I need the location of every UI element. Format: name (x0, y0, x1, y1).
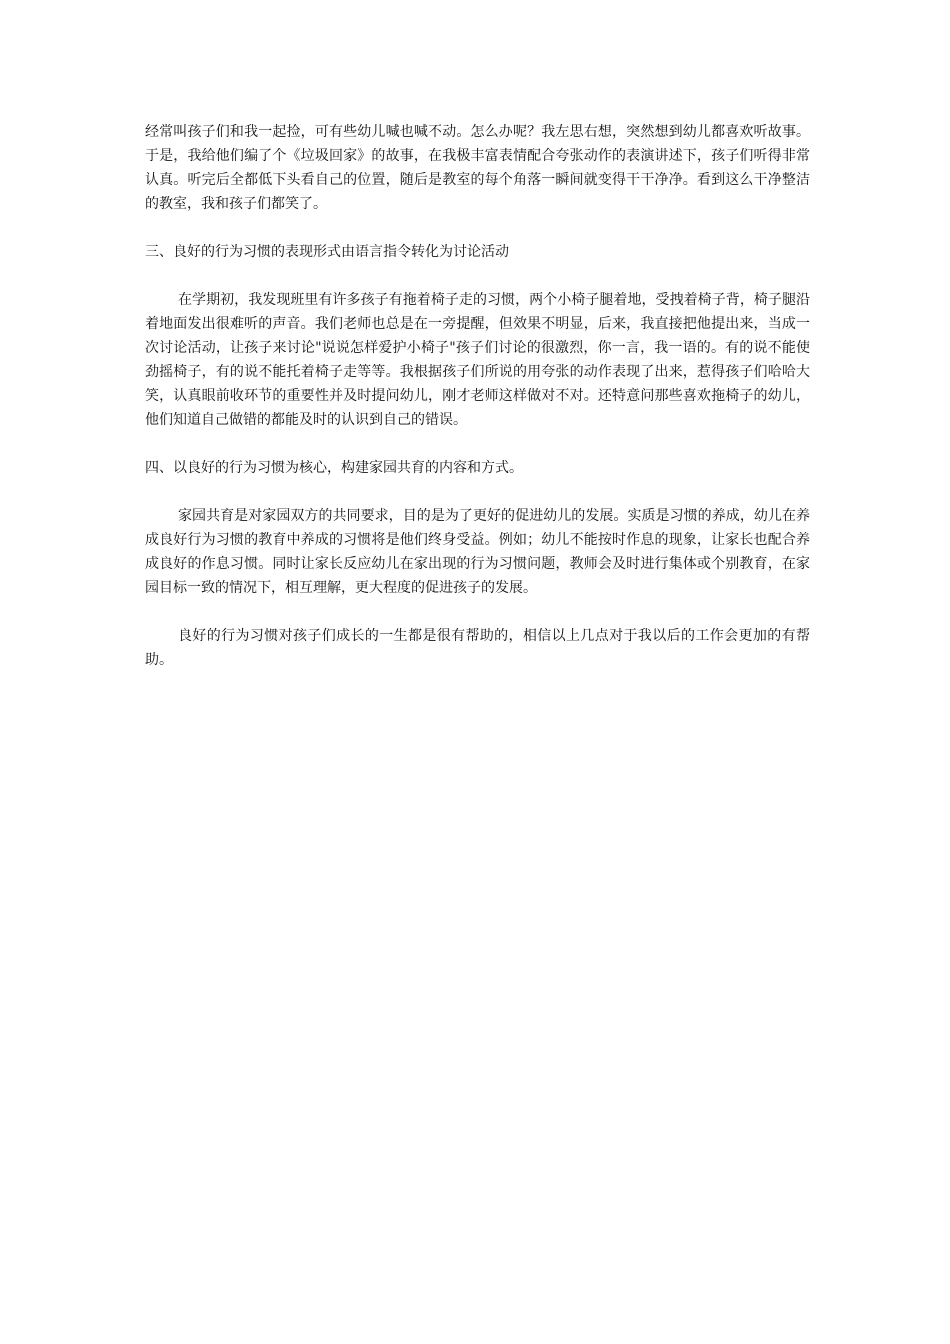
paragraph-story-intro: 经常叫孩子们和我一起捡，可有些幼儿喊也喊不动。怎么办呢？我左思右想，突然想到幼儿都喜欢听故事。于是，我给他们编了个《垃圾回家》的故事，在我极丰富表情配合夸张动作的表演讲述下，孩子们听得非常认真。听完后全都低下头看自己的位置，随后是教室的每个角落一瞬间就变得干干净净。看到这么干净整洁的教室，我和孩子们都笑了。 (145, 124, 810, 212)
paragraph-chair-discussion: 在学期初，我发现班里有许多孩子有拖着椅子走的习惯，两个小椅子腿着地，受拽着椅子背，椅子腿沿着地面发出很难听的声音。我们老师也总是在一旁提醒，但效果不明显，后来，我直接把他提出来，当成一次讨论活动，让孩子来讨论"说说怎样爱护小椅子"孩子们讨论的很激烈，你一言，我一语的。有的说不能使劲摇椅子，有的说不能托着椅子走等等。我根据孩子们所说的用夸张的动作表现了出来，惹得孩子们哈哈大笑，认真眼前收环节的重要性并及时提问幼儿，刚才老师这样做对不对。还特意问那些喜欢拖椅子的幼儿，他们知道自己做错的都能及时的认识到自己的错误。 (145, 292, 810, 428)
paragraph-spacer (145, 264, 810, 288)
paragraph-spacer (145, 600, 810, 624)
section-heading-four: 四、以良好的行为习惯为核心，构建家园共育的内容和方式。 (145, 460, 523, 476)
paragraph-spacer (145, 480, 810, 504)
paragraph-spacer (145, 216, 810, 240)
document-page (145, 120, 810, 672)
section-heading-three: 三、良好的行为习惯的表现形式由语言指令转化为讨论活动 (145, 244, 509, 260)
paragraph-home-school: 家园共育是对家园双方的共同要求，目的是为了更好的促进幼儿的发展。实质是习惯的养成，幼儿在养成良好行为习惯的教育中养成的习惯将是他们终身受益。例如；幼儿不能按时作息的现象，让家长也配合养成良好的作息习惯。同时让家长反应幼儿在家出现的行为习惯问题，教师会及时进行集体或个别教育，在家园目标一致的情况下，相互理解，更大程度的促进孩子的发展。 (145, 508, 810, 596)
paragraph-conclusion: 良好的行为习惯对孩子们成长的一生都是很有帮助的，相信以上几点对于我以后的工作会更加的有帮助。 (145, 628, 810, 668)
paragraph-spacer (145, 432, 810, 456)
